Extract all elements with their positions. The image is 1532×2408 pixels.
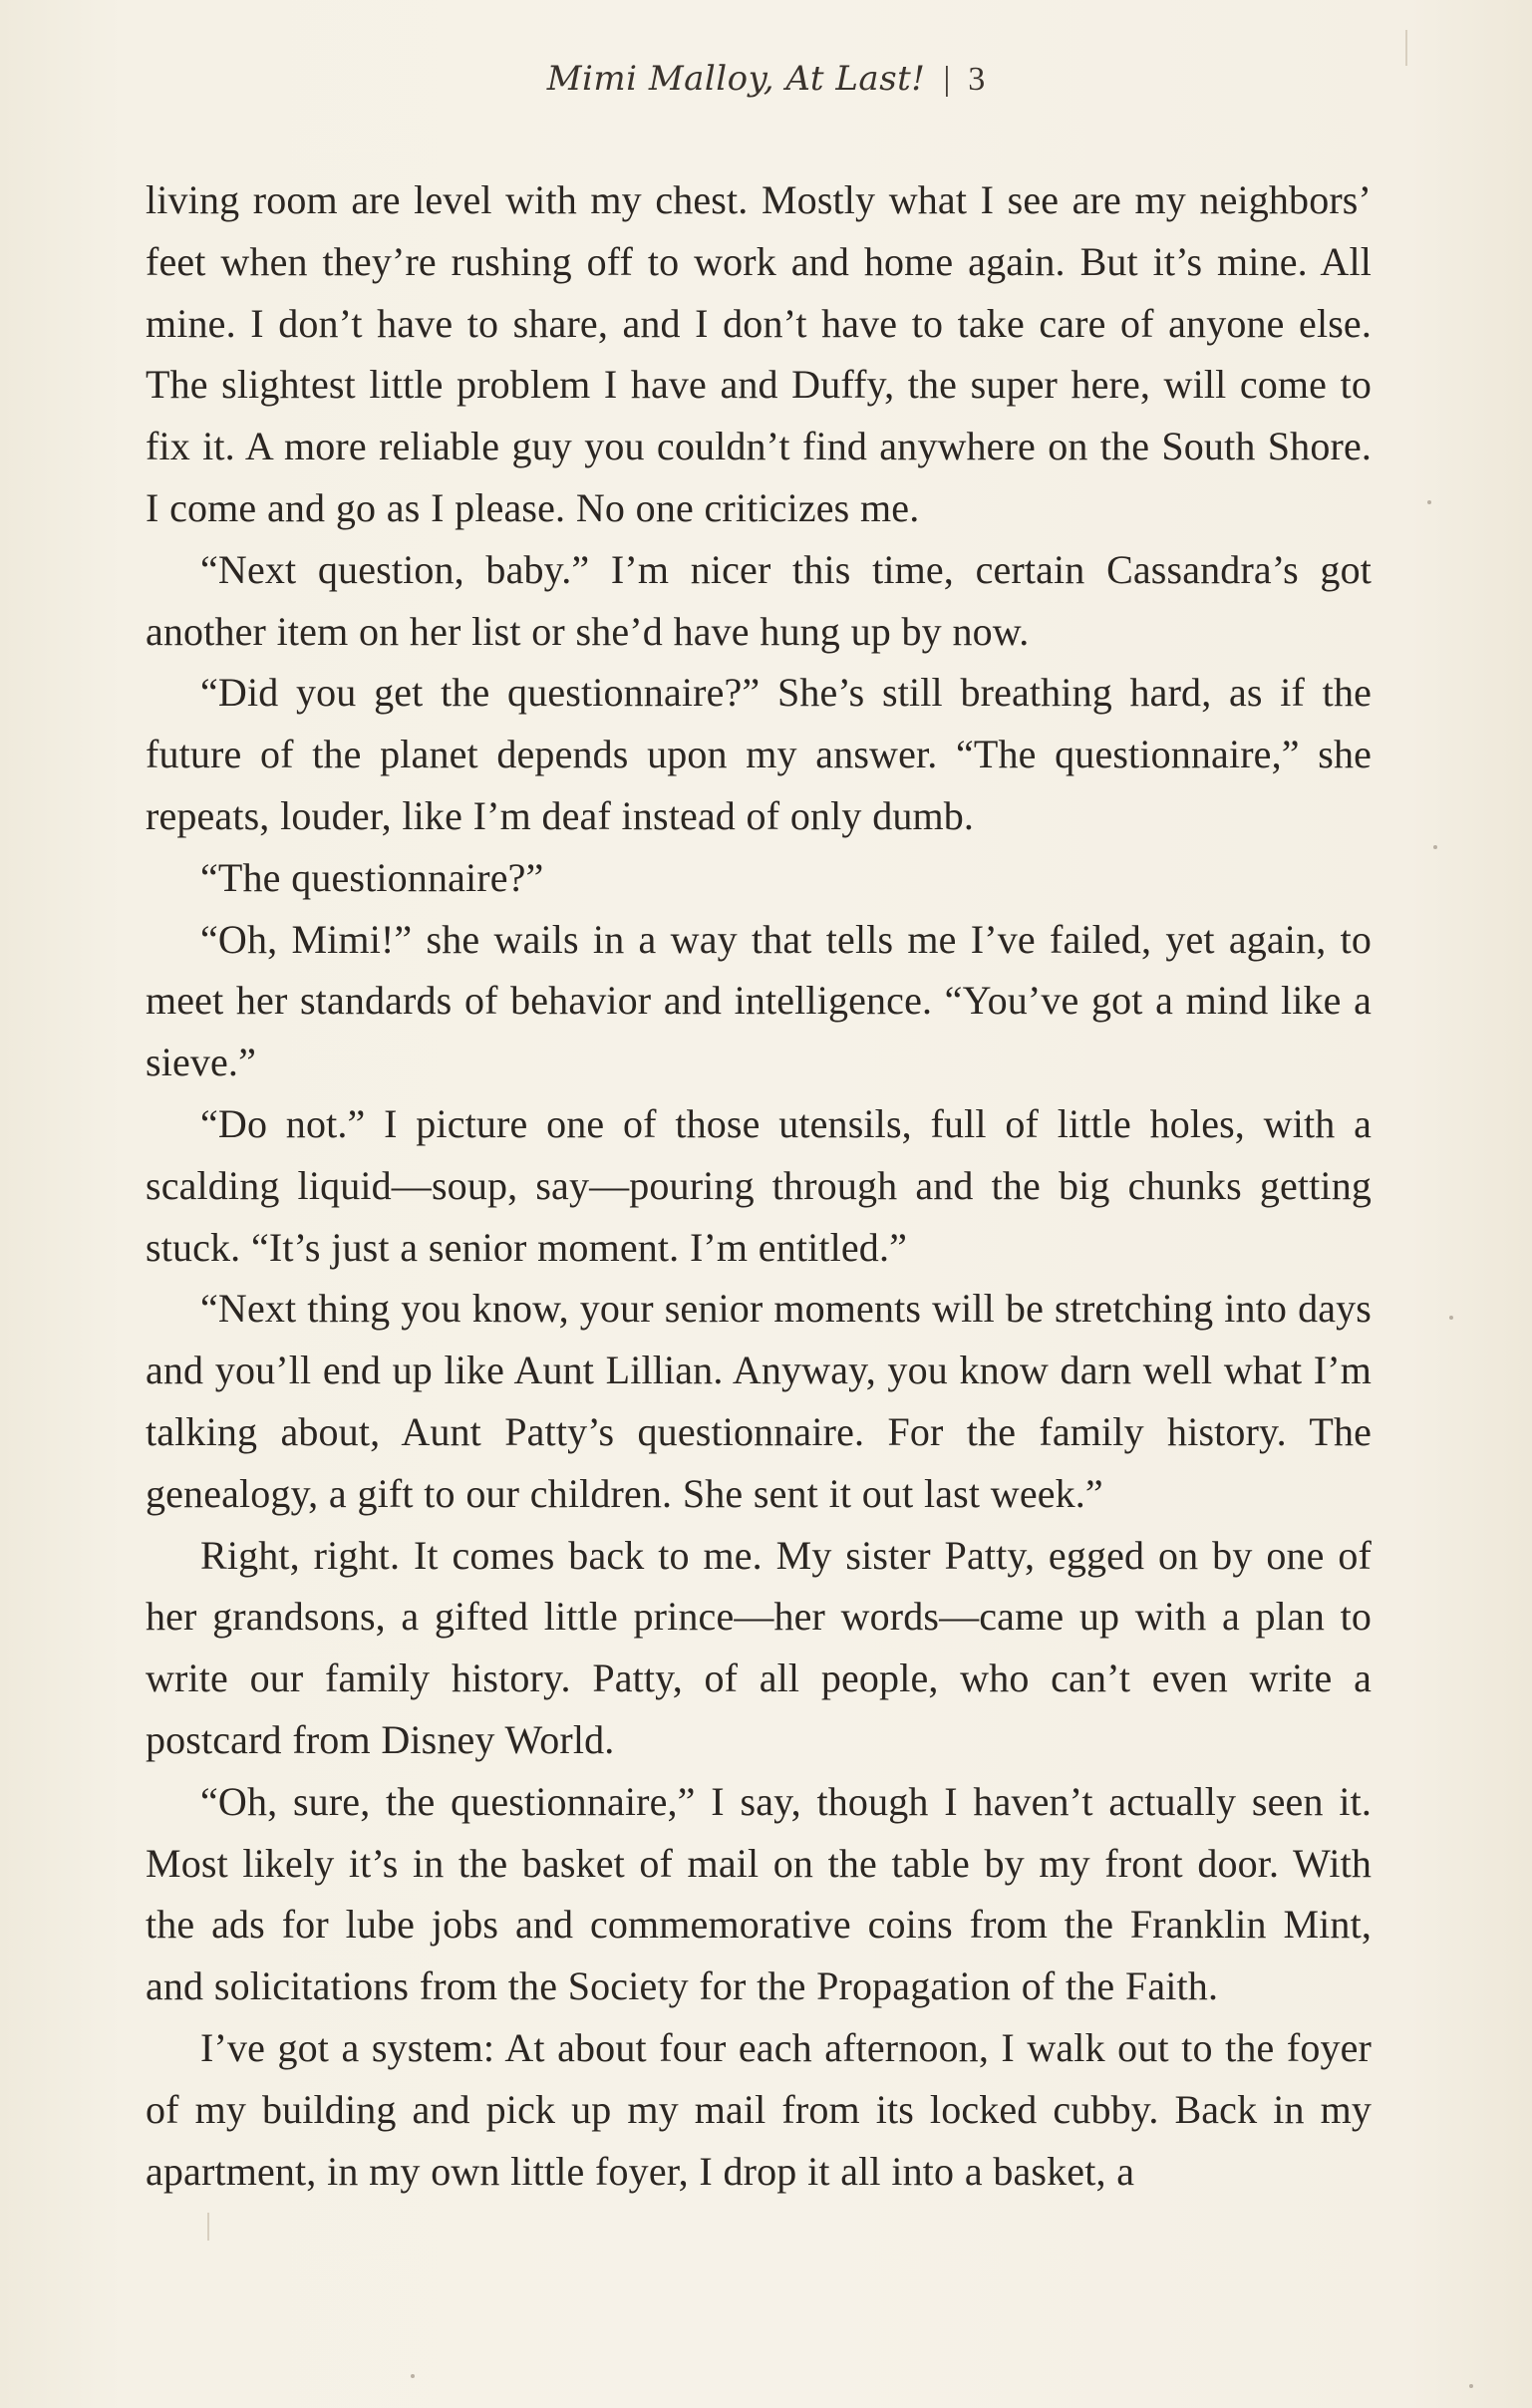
paper-mark <box>1405 30 1407 66</box>
paragraph-9: “Oh, sure, the questionnaire,” I say, though I haven’t actually seen it. Most likely it’s in the basket of mail on the table by my front door. With the ads for lube jobs and commemorative coins from the Franklin Mint, and solicitations from the Society for the Propagation of the Faith. <box>146 1778 1372 2009</box>
paragraph-1: living room are level with my chest. Mostly what I see are my neighbors’ feet when they’re rushing off to work and home again. But it’s mine. All mine. I don’t have to share, and I don’t have to take care of anyone else. The slightest little problem I have and Duffy, the super here, will come to fix it. A more reliable guy you couldn’t find anywhere on the South Shore. I come and go as I please. No one criticizes me. <box>146 177 1372 530</box>
paragraph-10: I’ve got a system: At about four each afternoon, I walk out to the foyer of my building and pick up my mail from its locked cubby. Back in my apartment, in my own little foyer, I drop it all into a basket, a <box>146 2024 1372 2194</box>
paper-speck <box>1427 500 1431 504</box>
paragraph-3: “Did you get the questionnaire?” She’s still breathing hard, as if the future of the planet depends upon my answer. “The questionnaire,” she repeats, louder, like I’m deaf instead of only dumb. <box>146 670 1372 838</box>
paragraph-6: “Do not.” I picture one of those utensils, full of little holes, with a scalding liquid—soup, say—pouring through and the big chunks getting stuck. “It’s just a senior moment. I’m entitled.” <box>146 1100 1372 1270</box>
body-text <box>146 169 1372 2202</box>
paragraph-2: “Next question, baby.” I’m nicer this time, certain Cassandra’s got another item on her list or she’d have hung up by now. <box>146 546 1372 654</box>
running-title: Mimi Malloy, At Last! <box>546 59 926 99</box>
paper-mark <box>207 2213 209 2241</box>
paragraph-7: “Next thing you know, your senior moments will be stretching into days and you’ll end up like Aunt Lillian. Anyway, you know darn well what I’m talking about, Aunt Patty’s questionnaire. For the family history. The genealogy, a gift to our children. She sent it out last week.” <box>146 1286 1372 1516</box>
paper-speck <box>1449 1316 1453 1320</box>
paper-speck <box>411 2374 415 2378</box>
paper-speck <box>1469 2384 1473 2388</box>
paragraph-5: “Oh, Mimi!” she wails in a way that tells me I’ve failed, yet again, to meet her standards of behavior and intelligence. “You’ve got a mind like a sieve.” <box>146 916 1372 1085</box>
paragraph-4: “The questionnaire?” <box>200 854 544 900</box>
page-number: 3 <box>968 61 986 98</box>
header-separator: | <box>943 61 951 98</box>
running-head <box>0 55 1532 104</box>
paragraph-8: Right, right. It comes back to me. My sister Patty, egged on by one of her grandsons, a gifted little prince—her words—came up with a plan to write our family history. Patty, of all people, who can’t even write a postcard from Disney World. <box>146 1532 1372 1762</box>
paper-speck <box>1433 845 1437 849</box>
